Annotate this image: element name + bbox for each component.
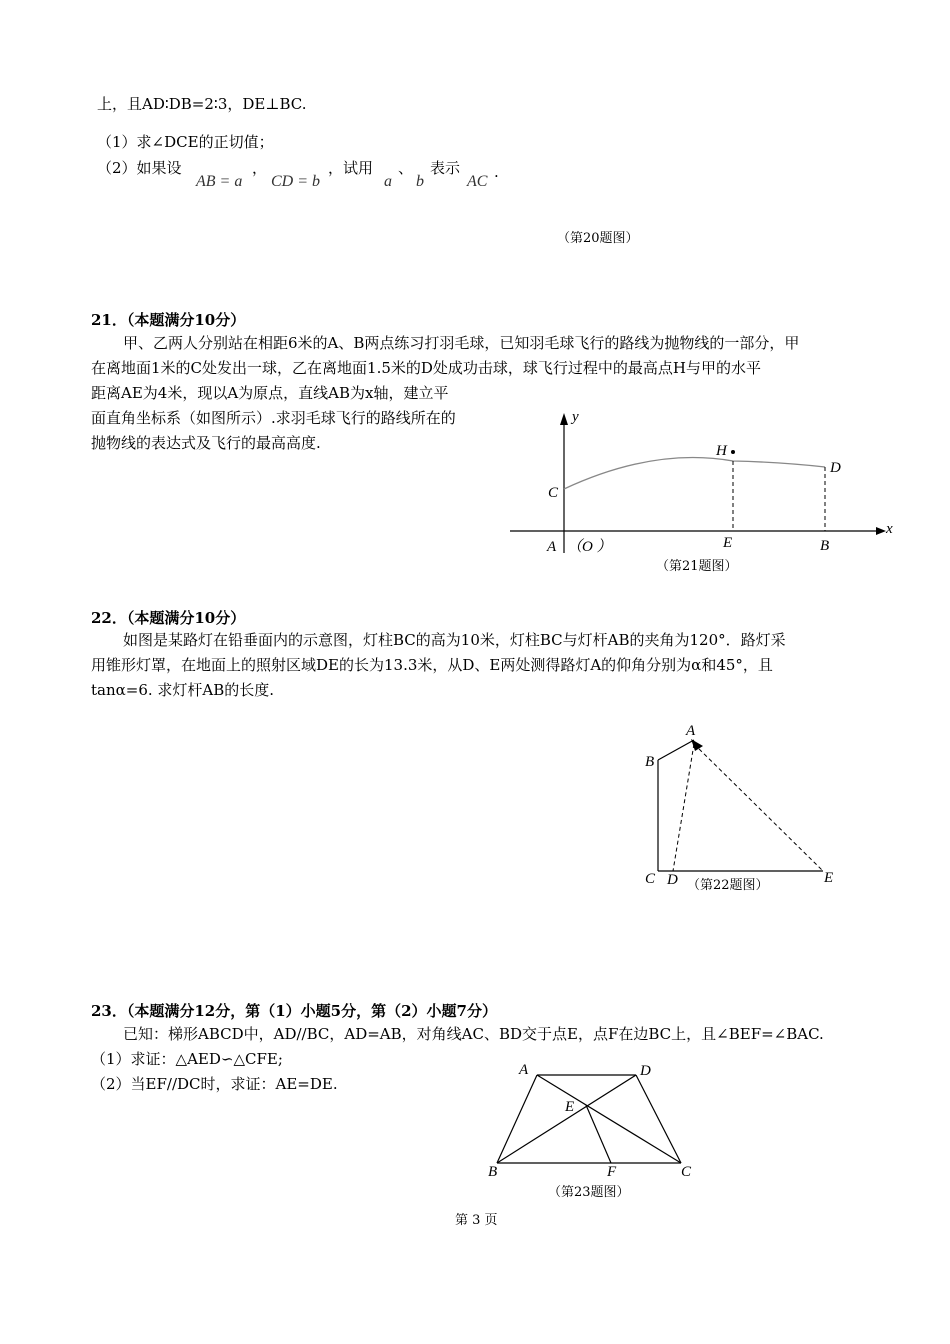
q20-figure-caption: （第20题图） [557,231,639,246]
q23-sub2: （2）当EF//DC时，求证：AE=DE. [91,1075,338,1093]
q20-sub2-a: （2）如果设 [97,159,182,177]
q23-figure-caption: （第23题图） [548,1185,630,1200]
label-y: y [572,409,579,425]
page-number: 第 3 页 [455,1213,498,1228]
vector-b: b [416,173,424,190]
label-c: C [681,1164,692,1180]
q21-line2: 在离地面1米的C处发出一球，乙在离地面1.5米的D处成功击球，球飞行过程中的最高点H与甲的水平 [91,359,761,377]
label-d: D [830,460,841,476]
label-h: H [716,443,727,459]
label-o: （O ） [567,539,612,555]
label-x: x [886,521,893,537]
segment-ef [586,1105,611,1163]
label-c: C [548,485,559,501]
q22-line1: 如图是某路灯在铅垂面内的示意图，灯柱BC的高为10米，灯柱BC与灯杆AB的夹角为120°．路灯采 [123,631,786,649]
diagonal-bd [497,1075,636,1163]
vector-cd-eq-b: CD = b [271,173,321,190]
q23-heading: 23．（本题满分12分，第（1）小题5分，第（2）小题7分） [91,1002,497,1020]
q22-figure-caption: （第22题图） [687,878,769,893]
vector-a: a [384,173,392,190]
q21-line3: 距离AE为4米，现以A为原点，直线AB为x轴，建立平 [91,384,449,402]
q20-dun: 、 [398,159,414,177]
diagonal-ac [537,1075,681,1163]
label-e: E [723,535,733,551]
q22-heading: 22．（本题满分10分） [91,609,246,627]
q20-period: . [494,163,499,181]
q20-sub1: （1）求∠DCE的正切值； [97,133,274,151]
q20-comma: ， [252,159,268,177]
label-d: D [667,872,678,888]
q21-heading: 21．（本题满分10分） [91,311,246,329]
q22-line3: tanα=6. 求灯杆AB的长度. [91,681,275,699]
label-d: D [640,1063,651,1079]
label-e: E [824,870,834,886]
q23-line1: 已知：梯形ABCD中，AD//BC，AD=AB，对角线AC、BD交于点E，点F在边BC上，且∠BEF=∠BAC. [123,1025,824,1043]
label-e: E [565,1099,575,1115]
q20-sub2-c: 表示 [430,159,461,177]
label-b: B [645,754,655,770]
q21-figure-caption: （第21题图） [656,559,738,574]
q22-line2: 用锥形灯罩，在地面上的照射区域DE的长为13.3米，从D、E两处测得路灯A的仰角分别为α和45°，且 [91,656,773,674]
q20-line1: 上，且AD∶DB=2∶3，DE⊥BC. [97,95,307,113]
label-a: A [547,539,557,555]
label-c: C [645,871,656,887]
q21-line1: 甲、乙两人分别站在相距6米的A、B两点练习打羽毛球，已知羽毛球飞行的路线为抛物线的一部分，甲 [123,334,800,352]
q23-sub1: （1）求证：△AED∽△CFE; [91,1050,283,1068]
q20-sub2-b: ，试用 [328,159,374,177]
vector-ab-eq-a: AB = a [196,173,243,190]
label-b: B [488,1164,498,1180]
label-f: F [607,1164,617,1180]
label-a: A [519,1062,529,1078]
vector-ac: AC [467,173,488,190]
q21-line4: 面直角坐标系（如图所示）.求羽毛球飞行的路线所在的 [91,409,456,427]
q21-line5: 抛物线的表达式及飞行的最高高度. [91,434,321,452]
label-a: A [686,723,696,739]
label-b: B [820,538,830,554]
